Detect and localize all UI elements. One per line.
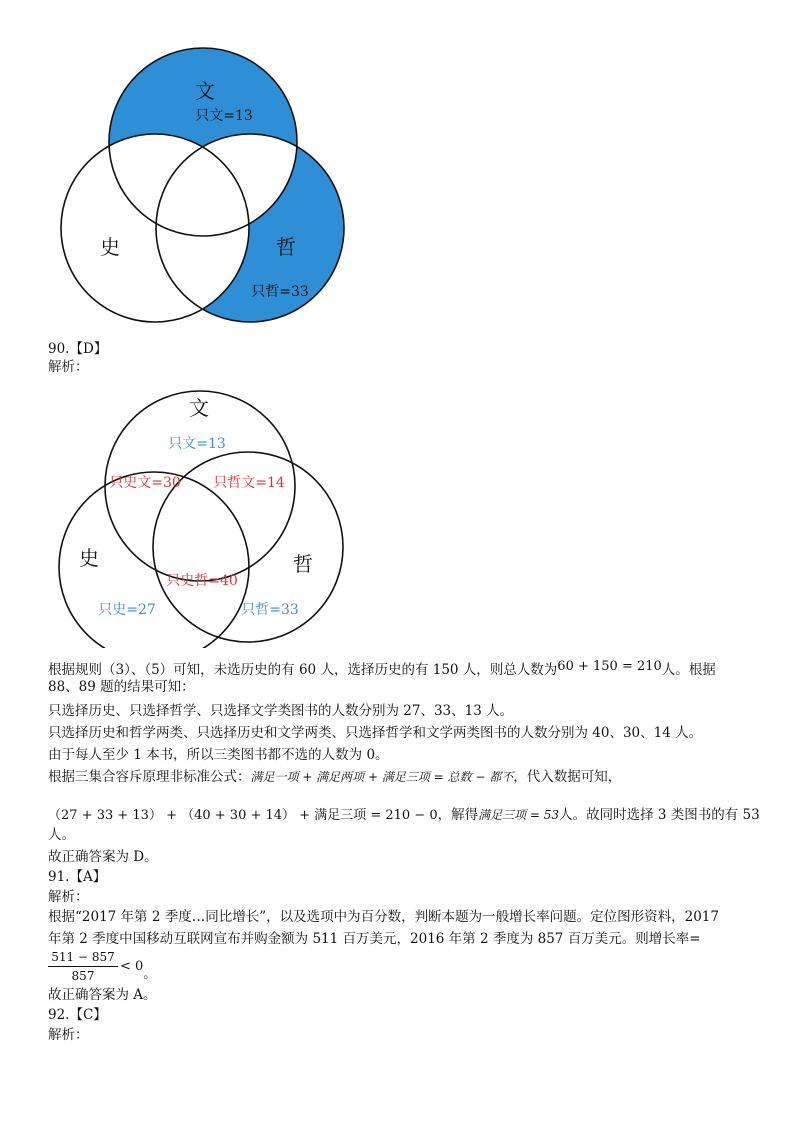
para-line-9: 故正确答案为 D。 bbox=[48, 849, 158, 865]
q91-line-1: 根据“2017 年第 2 季度…同比增长”，以及选项中为百分数，判断本题为一般增长率问题。定位图形资料，2017 bbox=[48, 909, 719, 925]
para-l6-formula: 满足一项 + 满足两项 + 满足三项 = 总数 − 都不 bbox=[250, 770, 514, 784]
venn2-only-wen: 只文=13 bbox=[168, 436, 226, 452]
para-line-1 bbox=[48, 658, 716, 679]
para-l7-formula: 满足三项 = 53 bbox=[478, 808, 560, 822]
q91-frac-tail-line bbox=[120, 957, 157, 983]
para-l6-text: 根据三集合容斥原理非标准公式： bbox=[48, 769, 251, 785]
venn1-only-zhe: 只哲=33 bbox=[251, 284, 309, 300]
venn1-wen-label: 文 bbox=[195, 79, 215, 103]
para-l1-tail: 人。根据 bbox=[661, 662, 716, 678]
para-line-3: 只选择历史、只选择哲学、只选择文学类图书的人数分别为 27、33、13 人。 bbox=[48, 703, 514, 719]
para-line-7 bbox=[48, 806, 760, 825]
para-line-6 bbox=[48, 768, 621, 786]
venn1-shi-fill bbox=[61, 134, 249, 322]
para-l7-math: （27 + 33 + 13） + （40 + 30 + 14） + 满足三项 = 210 − 0 bbox=[48, 808, 438, 823]
venn2-zhe-wen: 只哲文=14 bbox=[213, 475, 285, 491]
venn1-shi-label: 史 bbox=[100, 235, 120, 259]
q91-fraction bbox=[48, 949, 118, 984]
venn2-only-zhe: 只哲=33 bbox=[241, 602, 299, 618]
para-line-8: 人。 bbox=[48, 827, 75, 843]
q92-heading: 92.【C】 bbox=[48, 1007, 107, 1023]
venn2-wen-label: 文 bbox=[189, 396, 209, 420]
venn2-only-shi: 只史=27 bbox=[98, 602, 156, 618]
q91-frac-tail: < 0 bbox=[120, 959, 144, 974]
para-line-4: 只选择历史和哲学两类、只选择历史和文学两类、只选择哲学和文学两类图书的人数分别为 40、30、14 人。 bbox=[48, 725, 703, 741]
q91-answer: 故正确答案为 A。 bbox=[48, 987, 157, 1003]
para-l6-tail: ，代入数据可知， bbox=[513, 769, 622, 785]
q91-heading: 91.【A】 bbox=[48, 869, 107, 885]
para-line-5: 由于每人至少 1 本书，所以三类图书都不选的人数为 0。 bbox=[48, 747, 389, 763]
venn2-shi-zhe: 只史哲=40 bbox=[166, 573, 238, 589]
para-l1-text: 根据规则（3）、（5）可知，未选历史的有 60 人，选择历史的有 150 人，则总人数为 bbox=[48, 662, 558, 678]
venn-diagram-2 bbox=[0, 378, 400, 648]
venn2-shi-wen: 只史文=30 bbox=[109, 475, 181, 491]
q91-frac-denominator: 857 bbox=[71, 969, 95, 983]
q91-line-2: 年第 2 季度中国移动互联网宣布并购金额为 511 百万美元，2016 年第 2 季度为 857 百万美元。则增长率= bbox=[48, 931, 701, 947]
venn1-zhe-label: 哲 bbox=[276, 235, 296, 259]
venn2-zhe-label: 哲 bbox=[293, 552, 313, 576]
q90-analysis: 解析： bbox=[48, 359, 89, 375]
q91-frac-numerator: 511 − 857 bbox=[51, 950, 115, 964]
venn1-only-wen: 只文=13 bbox=[195, 108, 253, 124]
para-l7-tail: 人。故同时选择 3 类图书的有 53 bbox=[559, 807, 760, 823]
q91-period: 。 bbox=[143, 966, 157, 982]
q92-analysis: 解析： bbox=[48, 1027, 89, 1043]
q91-analysis: 解析： bbox=[48, 889, 89, 905]
para-l7-text: ，解得 bbox=[437, 807, 479, 823]
venn2-shi-label: 史 bbox=[79, 546, 99, 570]
para-l1-math: 60 + 150 = 210 bbox=[557, 659, 662, 674]
venn-diagram-1 bbox=[0, 0, 400, 330]
para-line-2: 88、89 题的结果可知： bbox=[48, 679, 195, 695]
q90-heading: 90.【D】 bbox=[48, 341, 108, 357]
